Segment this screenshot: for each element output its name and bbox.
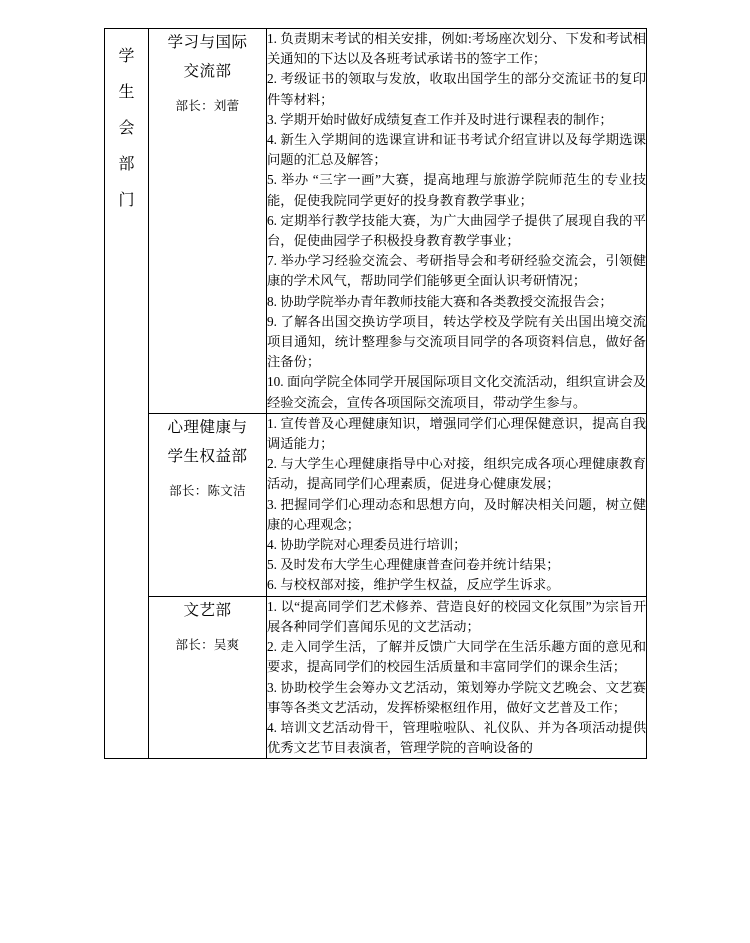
department-head: 部长：刘蕾 — [175, 99, 240, 114]
duty-item: 5. 及时发布大学生心理健康普查问卷并统计结果； — [267, 557, 560, 573]
department-head: 部长：陈文洁 — [169, 484, 246, 499]
duty-item: 2. 与大学生心理健康指导中心对接，组织完成各项心理健康教育活动，提高同学们心理素质，促进身心健康发展； — [267, 456, 646, 492]
row-label-char: 生 — [118, 84, 135, 101]
duty-item: 4. 协助学院对心理委员进行培训； — [267, 537, 467, 553]
department-duties-cell — [267, 29, 647, 414]
duty-item: 2. 考级证书的领取与发放，收取出国学生的部分交流证书的复印件等材料； — [267, 71, 646, 107]
table-row — [105, 596, 647, 759]
duty-item: 8. 协助学院举办青年教师技能大赛和各类教授交流报告会； — [267, 293, 613, 309]
department-duties-cell — [267, 596, 647, 759]
duty-item: 10. 面向学院全体同学开展国际项目文化交流活动，组织宣讲会及经验交流会，宣传各项国际交流项目，带动学生参与。 — [267, 374, 646, 410]
duty-item: 6. 定期举行教学技能大赛，为广大曲园学子提供了展现自我的平台，促使曲园学子积极投身教育教学事业； — [267, 212, 646, 249]
duty-item: 1. 宣传普及心理健康知识，增强同学们心理保健意识，提高自我调适能力； — [267, 415, 646, 452]
row-label-char: 学 — [118, 48, 135, 65]
duty-item: 9. 了解各出国交换访学项目，转达学校及学院有关出国出境交流项目通知，统计整理参与交流项目同学的各项资料信息，做好备注备份； — [267, 313, 646, 370]
duty-item: 2. 走入同学生活，了解并反馈广大同学在生活乐趣方面的意见和要求，提高同学们的校园生活质量和丰富同学们的课余生活； — [267, 639, 646, 675]
department-name-line: 学生权益部 — [167, 447, 248, 465]
row-label-char: 部 — [118, 156, 135, 173]
department-name-line: 文艺部 — [183, 601, 232, 619]
department-name-cell — [149, 29, 267, 414]
department-name-cell — [149, 596, 267, 759]
row-label-student-union — [105, 29, 149, 759]
table-row — [105, 413, 647, 596]
duty-item: 3. 学期开始时做好成绩复查工作并及时进行课程表的制作； — [267, 111, 613, 127]
department-duties-table — [104, 28, 647, 759]
row-label-char: 会 — [118, 120, 135, 137]
table-row — [105, 29, 647, 414]
duty-item: 1. 负责期末考试的相关安排，例如:考场座次划分、下发和考试相关通知的下达以及各班考试承诺书的签字工作； — [267, 31, 646, 67]
department-head: 部长：吴爽 — [175, 638, 240, 653]
duty-item: 3. 把握同学们心理动态和思想方向，及时解决相关问题，树立健康的心理观念； — [267, 496, 646, 532]
duty-item: 3. 协助校学生会筹办文艺活动，策划筹办学院文艺晚会、文艺赛事等各类文艺活动，发挥桥梁枢纽作用，做好文艺普及工作； — [267, 679, 646, 715]
department-name-line: 心理健康与 — [167, 418, 248, 436]
department-name-cell — [149, 413, 267, 596]
department-duties-cell — [267, 413, 647, 596]
row-label-char: 门 — [118, 192, 135, 209]
duty-item: 7. 举办学习经验交流会、考研指导会和考研经验交流会，引领健康的学术风气，帮助同学们能够更全面认识考研情况； — [267, 253, 646, 289]
duty-item: 4. 培训文艺活动骨干，管理啦啦队、礼仪队、并为各项活动提供优秀文艺节目表演者，管理学院的音响设备的 — [267, 719, 646, 756]
duty-item: 4. 新生入学期间的选课宣讲和证书考试介绍宣讲以及每学期选课问题的汇总及解答； — [267, 132, 646, 168]
duty-item: 1. 以“提高同学们艺术修养、营造良好的校园文化氛围”为宗旨开展各种同学们喜闻乐见的文艺活动； — [267, 598, 646, 634]
duty-item: 6. 与校权部对接，维护学生权益，反应学生诉求。 — [267, 577, 560, 593]
department-name-line: 学习与国际 — [167, 34, 248, 51]
department-name-line: 交流部 — [183, 62, 232, 80]
duty-item: 5. 举办 “三字一画”大赛，提高地理与旅游学院师范生的专业技能，促使我院同学更好的投身教育教学事业； — [267, 172, 646, 208]
